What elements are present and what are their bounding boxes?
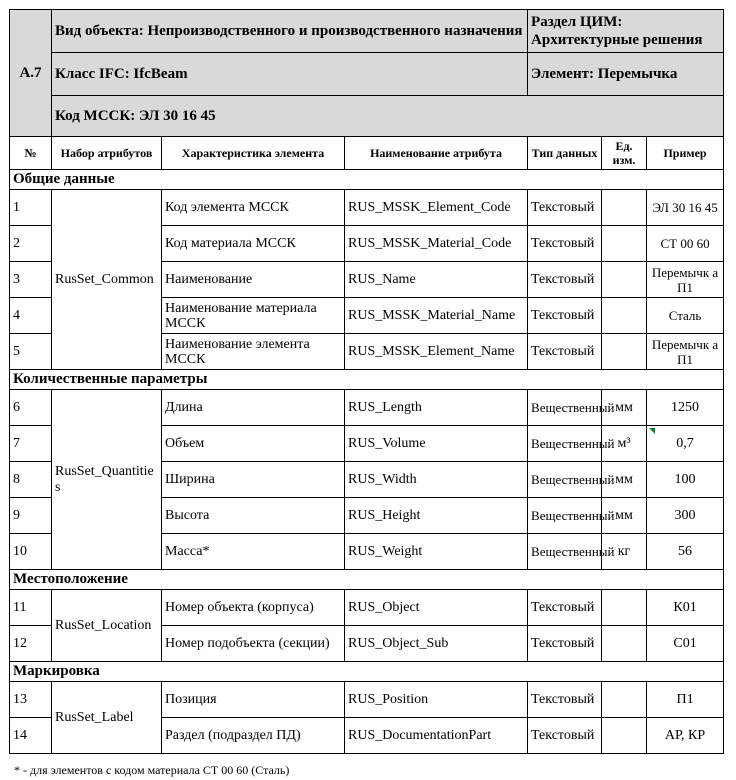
row-example: 0,7 [647, 426, 724, 462]
row-attribute: RUS_Volume [345, 426, 528, 462]
section-quantities: Количественные параметры [10, 370, 724, 390]
row-num: 10 [10, 534, 52, 570]
attribute-set: RusSet_Location [52, 590, 162, 662]
row-characteristic: Наименование [162, 262, 345, 298]
row-num: 2 [10, 226, 52, 262]
section-location: Местоположение [10, 570, 724, 590]
row-example: П1 [647, 682, 724, 718]
cim-section: Раздел ЦИМ: Архитектурные решения [528, 10, 724, 53]
row-type: Текстовый [528, 226, 602, 262]
mssk-code: Код МССК: ЭЛ 30 16 45 [52, 96, 724, 137]
row-example: Перемычк а П1 [647, 262, 724, 298]
row-example: Сталь [647, 298, 724, 334]
row-type: Текстовый [528, 334, 602, 370]
element-name: Элемент: Перемычка [528, 53, 724, 96]
row-characteristic: Наименование материала МССК [162, 298, 345, 334]
row-num: 5 [10, 334, 52, 370]
row-example: ЭЛ 30 16 45 [647, 190, 724, 226]
object-type: Вид объекта: Непроизводственного и производственного назначения [52, 10, 528, 53]
row-attribute: RUS_MSSK_Material_Name [345, 298, 528, 334]
row-type: Текстовый [528, 626, 602, 662]
row-unit [602, 718, 647, 754]
row-characteristic: Длина [162, 390, 345, 426]
row-characteristic: Номер объекта (корпуса) [162, 590, 345, 626]
row-type: Текстовый [528, 190, 602, 226]
col-attribute: Наименование атрибута [345, 137, 528, 170]
row-example: К01 [647, 590, 724, 626]
section-common: Общие данные [10, 170, 724, 190]
row-num: 6 [10, 390, 52, 426]
row-num: 7 [10, 426, 52, 462]
row-attribute: RUS_Object [345, 590, 528, 626]
row-characteristic: Наименование элемента МССК [162, 334, 345, 370]
attribute-table [9, 9, 724, 754]
row-attribute: RUS_MSSK_Material_Code [345, 226, 528, 262]
row-type: Вещественный [528, 498, 602, 534]
row-type: Текстовый [528, 262, 602, 298]
row-num: 9 [10, 498, 52, 534]
row-characteristic: Высота [162, 498, 345, 534]
row-example: СТ 00 60 [647, 226, 724, 262]
row-characteristic: Код элемента МССК [162, 190, 345, 226]
row-unit: кг [602, 534, 647, 570]
row-example: 56 [647, 534, 724, 570]
row-characteristic: Код материала МССК [162, 226, 345, 262]
row-attribute: RUS_Name [345, 262, 528, 298]
row-type: Вещественный [528, 426, 602, 462]
row-attribute: RUS_Length [345, 390, 528, 426]
row-unit [602, 334, 647, 370]
row-num: 3 [10, 262, 52, 298]
row-unit [602, 262, 647, 298]
row-characteristic: Номер подобъекта (секции) [162, 626, 345, 662]
table-row [10, 682, 724, 718]
row-type: Текстовый [528, 682, 602, 718]
row-attribute: RUS_DocumentationPart [345, 718, 528, 754]
attribute-set: RusSet_Label [52, 682, 162, 754]
row-num: 12 [10, 626, 52, 662]
row-characteristic: Позиция [162, 682, 345, 718]
ifc-class: Класс IFC: IfcBeam [52, 53, 528, 96]
row-type: Текстовый [528, 298, 602, 334]
table-id: А.7 [10, 10, 52, 137]
row-unit [602, 626, 647, 662]
row-example: АР, КР [647, 718, 724, 754]
col-unit: Ед. изм. [602, 137, 647, 170]
attribute-set: RusSet_Quantities [52, 390, 162, 570]
row-type: Вещественный [528, 390, 602, 426]
row-unit [602, 682, 647, 718]
col-type: Тип данных [528, 137, 602, 170]
section-label: Маркировка [10, 662, 724, 682]
table-row [10, 590, 724, 626]
row-characteristic: Масса* [162, 534, 345, 570]
row-attribute: RUS_Weight [345, 534, 528, 570]
table-row [10, 190, 724, 226]
row-type: Текстовый [528, 718, 602, 754]
attribute-set: RusSet_Common [52, 190, 162, 370]
row-num: 8 [10, 462, 52, 498]
row-type: Вещественный [528, 462, 602, 498]
row-num: 13 [10, 682, 52, 718]
row-type: Текстовый [528, 590, 602, 626]
row-unit: мм [602, 498, 647, 534]
row-num: 4 [10, 298, 52, 334]
row-attribute: RUS_Position [345, 682, 528, 718]
table-row [10, 390, 724, 426]
row-characteristic: Раздел (подраздел ПД) [162, 718, 345, 754]
row-example: 300 [647, 498, 724, 534]
row-unit [602, 226, 647, 262]
row-num: 14 [10, 718, 52, 754]
row-attribute: RUS_Width [345, 462, 528, 498]
footnote: * - для элементов с кодом материала СТ 00 60 (Сталь) [14, 763, 290, 777]
row-attribute: RUS_MSSK_Element_Name [345, 334, 528, 370]
col-set: Набор атрибутов [52, 137, 162, 170]
row-num: 1 [10, 190, 52, 226]
row-example: 100 [647, 462, 724, 498]
col-num: № [10, 137, 52, 170]
row-attribute: RUS_MSSK_Element_Code [345, 190, 528, 226]
row-example: Перемычк а П1 [647, 334, 724, 370]
row-attribute: RUS_Object_Sub [345, 626, 528, 662]
row-unit [602, 190, 647, 226]
row-unit [602, 590, 647, 626]
col-characteristic: Характеристика элемента [162, 137, 345, 170]
row-unit: м³ [602, 426, 647, 462]
row-unit: мм [602, 390, 647, 426]
row-unit [602, 298, 647, 334]
row-attribute: RUS_Height [345, 498, 528, 534]
row-characteristic: Объем [162, 426, 345, 462]
row-num: 11 [10, 590, 52, 626]
row-unit: мм [602, 462, 647, 498]
row-type: Вещественный [528, 534, 602, 570]
col-example: Пример [647, 137, 724, 170]
row-example: 1250 [647, 390, 724, 426]
row-example: С01 [647, 626, 724, 662]
row-characteristic: Ширина [162, 462, 345, 498]
cell-comment-marker-icon [649, 428, 655, 434]
